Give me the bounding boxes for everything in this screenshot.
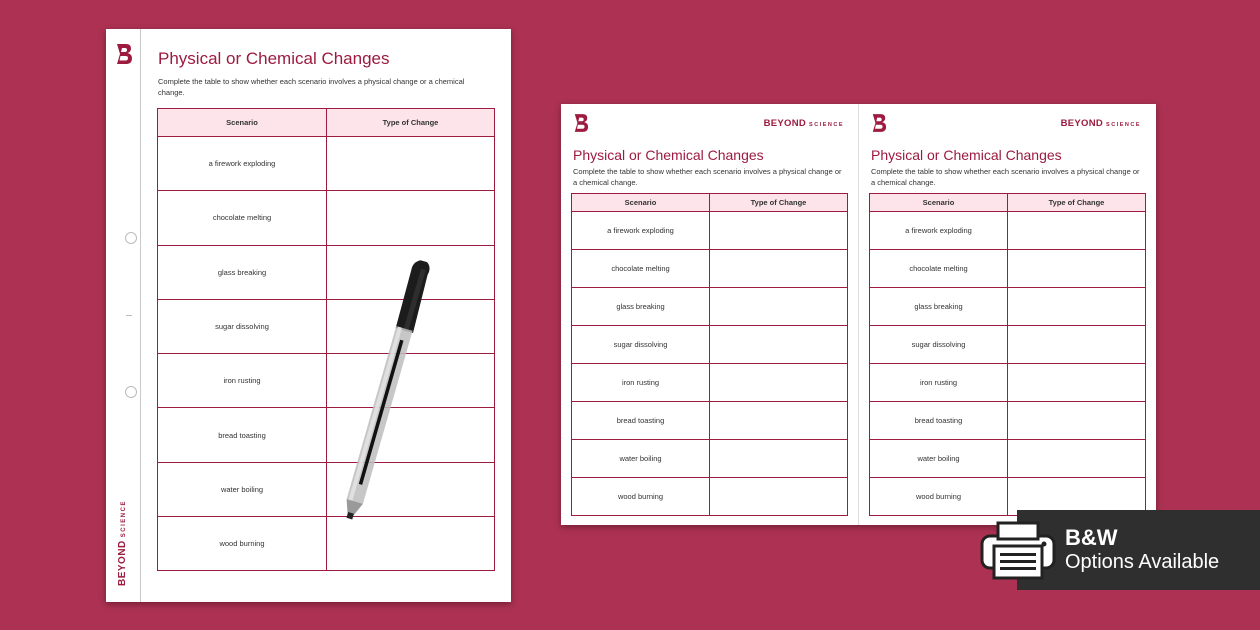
column-header: Scenario [158, 109, 327, 137]
scenario-cell: wood burning [870, 478, 1008, 516]
brand-sub: SCIENCE [1106, 122, 1141, 128]
scenario-cell: sugar dissolving [158, 299, 327, 353]
table-row [158, 517, 495, 571]
column-header: Scenario [572, 194, 710, 212]
answer-cell[interactable] [710, 212, 848, 250]
answer-cell[interactable] [1008, 288, 1146, 326]
answer-cell[interactable] [710, 250, 848, 288]
scenario-cell: a firework exploding [158, 137, 327, 191]
answer-cell[interactable] [327, 245, 495, 299]
scenario-cell: glass breaking [870, 288, 1008, 326]
scenario-cell: iron rusting [870, 364, 1008, 402]
table-row [158, 408, 495, 462]
page-title: Physical or Chemical Changes [871, 147, 1062, 163]
scenario-cell: iron rusting [572, 364, 710, 402]
answer-cell[interactable] [327, 462, 495, 516]
brand-name: BEYOND [763, 118, 807, 129]
answer-cell[interactable] [710, 326, 848, 364]
scenario-cell: wood burning [158, 517, 327, 571]
column-header: Type of Change [710, 194, 848, 212]
scenario-cell: iron rusting [158, 354, 327, 408]
scenario-cell: water boiling [870, 440, 1008, 478]
column-header: Scenario [870, 194, 1008, 212]
table-row [572, 364, 848, 402]
instructions: Complete the table to show whether each scenario involves a physical change or a chemical change. [573, 167, 842, 187]
scenario-cell: bread toasting [870, 402, 1008, 440]
answer-cell[interactable] [1008, 326, 1146, 364]
column-header: Type of Change [1008, 194, 1146, 212]
scenario-table [157, 108, 495, 571]
brand-sub: SCIENCE [809, 122, 844, 128]
answer-cell[interactable] [327, 299, 495, 353]
table-row [870, 288, 1146, 326]
instructions: Complete the table to show whether each scenario involves a physical change or a chemical change. [158, 77, 465, 97]
worksheet-half-right [858, 104, 1155, 525]
scenario-cell: sugar dissolving [870, 326, 1008, 364]
brand-vertical [117, 500, 128, 586]
answer-cell[interactable] [1008, 212, 1146, 250]
answer-cell[interactable] [327, 517, 495, 571]
answer-cell[interactable] [327, 408, 495, 462]
brand-logo-icon [115, 43, 133, 65]
scenario-cell: a firework exploding [870, 212, 1008, 250]
badge-title: B&W [1065, 525, 1118, 550]
page-title: Physical or Chemical Changes [158, 49, 390, 68]
badge-subtitle: Options Available [1065, 551, 1220, 573]
scenario-cell: chocolate melting [870, 250, 1008, 288]
answer-cell[interactable] [1008, 402, 1146, 440]
scenario-cell: glass breaking [158, 245, 327, 299]
scenario-cell: glass breaking [572, 288, 710, 326]
scenario-cell: bread toasting [158, 408, 327, 462]
answer-cell[interactable] [1008, 250, 1146, 288]
brand-wordmark [1061, 118, 1141, 129]
answer-cell[interactable] [710, 288, 848, 326]
scenario-table [869, 193, 1146, 516]
answer-cell[interactable] [710, 364, 848, 402]
table-row [870, 326, 1146, 364]
scenario-cell: chocolate melting [572, 250, 710, 288]
table-row [870, 212, 1146, 250]
fold-mark [126, 315, 132, 316]
printer-icon [980, 520, 1056, 587]
page-title: Physical or Chemical Changes [573, 147, 764, 163]
table-row [572, 478, 848, 516]
answer-cell[interactable] [327, 137, 495, 191]
table-row [870, 440, 1146, 478]
brand-logo-icon [871, 113, 887, 133]
table-row [870, 402, 1146, 440]
instructions: Complete the table to show whether each scenario involves a physical change or a chemical change. [871, 167, 1140, 187]
brand-sub: SCIENCE [121, 500, 127, 538]
brand-wordmark [764, 118, 844, 129]
answer-cell[interactable] [710, 440, 848, 478]
answer-cell[interactable] [327, 191, 495, 245]
table-row [572, 250, 848, 288]
table-row [158, 354, 495, 408]
scenario-cell: sugar dissolving [572, 326, 710, 364]
answer-cell[interactable] [710, 478, 848, 516]
table-row [572, 326, 848, 364]
answer-cell[interactable] [1008, 440, 1146, 478]
column-header: Type of Change [327, 109, 495, 137]
table-row [572, 212, 848, 250]
worksheet-portrait [106, 29, 511, 602]
scenario-cell: a firework exploding [572, 212, 710, 250]
table-row [572, 440, 848, 478]
answer-cell[interactable] [1008, 364, 1146, 402]
punch-hole [125, 232, 137, 244]
table-row [158, 245, 495, 299]
table-row [158, 137, 495, 191]
table-row [158, 299, 495, 353]
worksheet-landscape [561, 104, 1156, 525]
answer-cell[interactable] [327, 354, 495, 408]
table-row [870, 364, 1146, 402]
table-row [572, 402, 848, 440]
brand-name: BEYOND [1060, 118, 1104, 129]
worksheet-half-left [561, 104, 858, 525]
punch-hole [125, 386, 137, 398]
table-row [572, 288, 848, 326]
answer-cell[interactable] [710, 402, 848, 440]
scenario-cell: bread toasting [572, 402, 710, 440]
scenario-cell: water boiling [572, 440, 710, 478]
brand-logo-icon [573, 113, 589, 133]
table-row [158, 462, 495, 516]
scenario-table [571, 193, 848, 516]
table-row [870, 250, 1146, 288]
brand-name: BEYOND [117, 540, 128, 586]
scenario-cell: water boiling [158, 462, 327, 516]
scenario-cell: chocolate melting [158, 191, 327, 245]
table-row [158, 191, 495, 245]
scenario-cell: wood burning [572, 478, 710, 516]
